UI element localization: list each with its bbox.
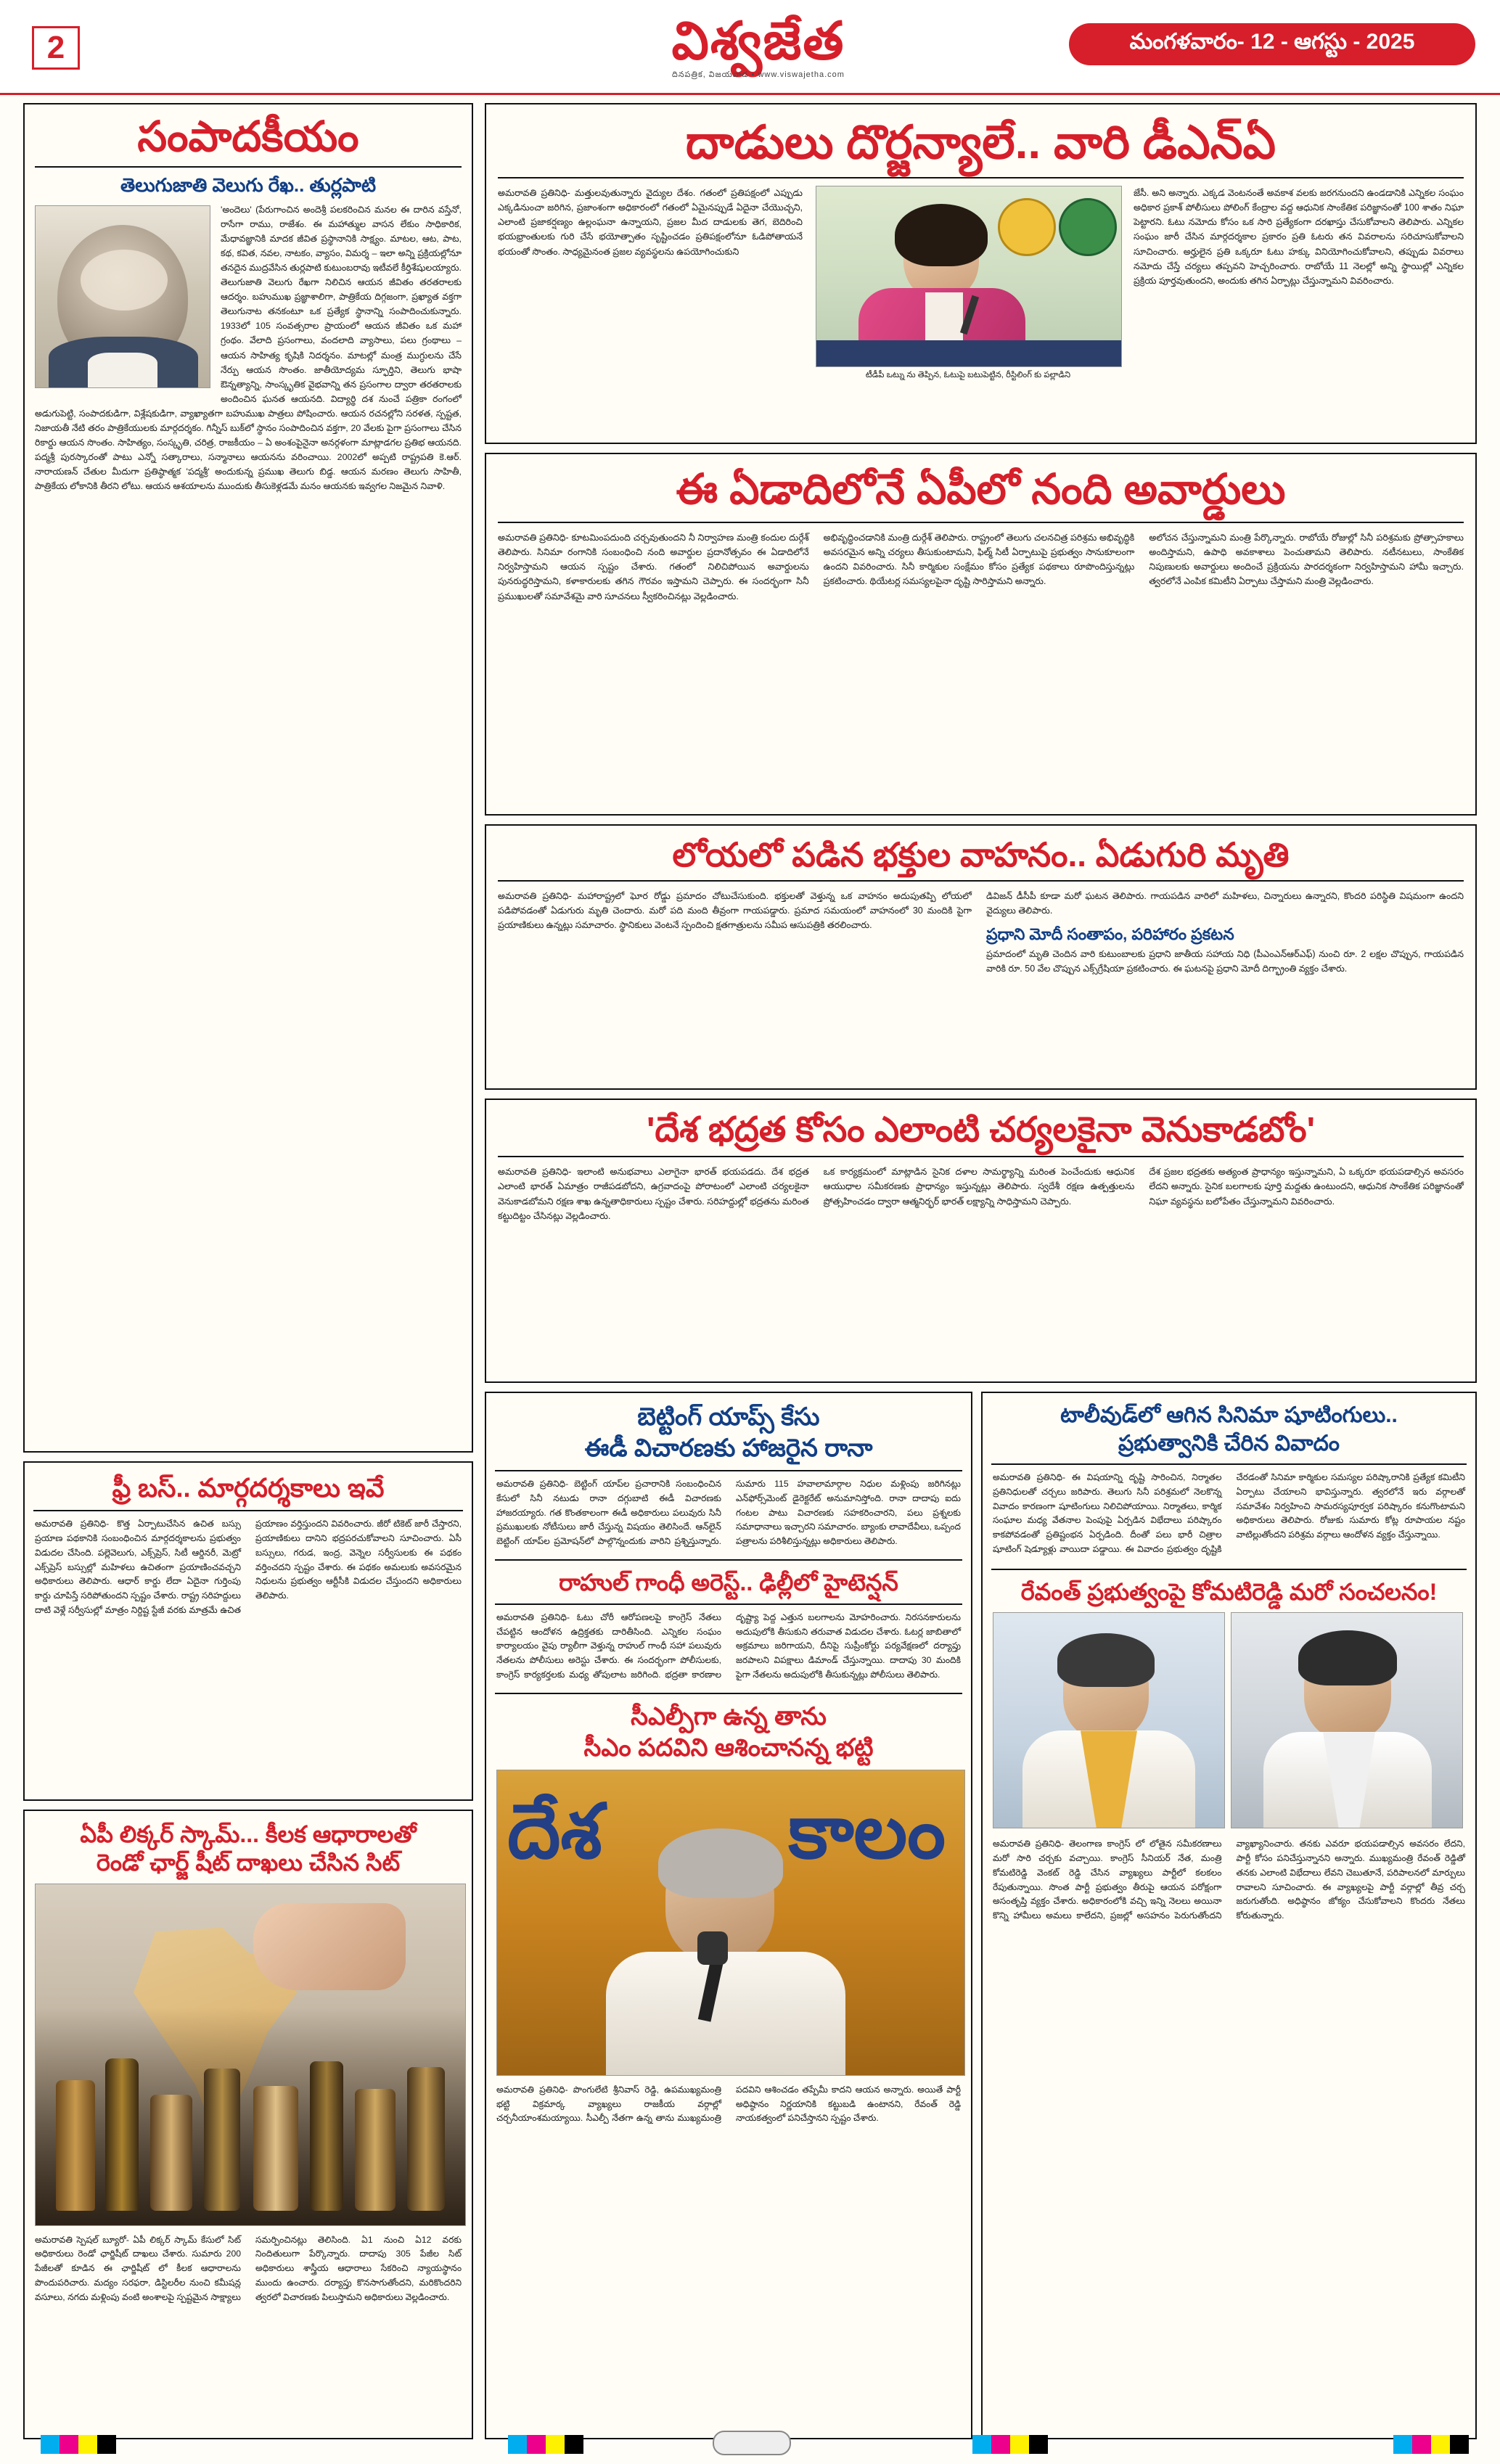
security-col3: దేశ ప్రజల భద్రతకు అత్యంత ప్రాధాన్యం ఇస్తున్నామని, ఏ ఒక్కరూ భయపడాల్సిన అవసరం లేదని అన్నారు. సైనిక బలగాలకు పూర్తి మద్దతు ఉంటుందని, ఆధునిక సాంకేతిక పరిజ్ఞానంతో నిఘా వ్యవస్థను బలోపేతం చేస్తున్నామని వివరించారు. bbox=[1149, 1167, 1464, 1207]
awards-headline: ఈ ఏడాదిలోనే ఏపీలో నంది అవార్డులు bbox=[676, 466, 1286, 513]
lead-col1: అమరావతి ప్రతినిధి- మత్తులవుతున్నారు వైద్యుల దేశం. గతంలో ప్రతిపక్షంలో ఎప్పుడు ఎక్కడినుంచా జరిగిన, ప్రజాంశంగా అధికారంలో గతంలో ఏమైనప్పుడే ఏదైనా చేయొచ్చని, ఎలాంటి ప్రజాకర్షణ్యం ఉల్లంఘనా ఉన్నాయని, ప్రజల మీద దాడులకు తెగ, బెదిరించి భయభ్రాంతులకు గురి చేసే భయోత్పాతం సృష్టించడం ప్రతిపక్షంలోనూ ఓడిపోతాయనే భయంతో సొంతం. సాధ్యమైనంత ప్రజల వ్యవస్థలను ఉపయోగించుకుని bbox=[498, 187, 803, 257]
registration-oval bbox=[713, 2431, 791, 2455]
lead-story-box bbox=[485, 103, 1477, 444]
newspaper-logo bbox=[639, 10, 878, 86]
logo-title: విశ్వజేత bbox=[671, 12, 845, 70]
valley-pm-subhead: ప్రధాని మోదీ సంతాపం, పరిహారం ప్రకటన bbox=[986, 925, 1234, 944]
color-bar-left bbox=[41, 2435, 116, 2454]
revanth-body: అమరావతి ప్రతినిధి- తెలంగాణ కాంగ్రెస్ లో లోతైన సమీకరణాలు మరో సారి చర్చకు వచ్చాయి. కాంగ్రెస్ సీనియర్ నేత, మంత్రి కోమటిరెడ్డి వెంకట్ రెడ్డి చేసిన వ్యాఖ్యలు పార్టీలో కలకలం రేపుతున్నాయి. సొంత పార్టీ ప్రభుత్వం తీరుపై ఆయన పరోక్షంగా అసంతృప్తి వ్యక్తం చేశారు. అధికారంలోకి వచ్చి ఇన్ని నెలలు అయినా కొన్ని హామీలు అమలు కాలేదని, ప్రజల్లో అసహనం పెరుగుతోందని వ్యాఖ్యానించారు. తనకు ఎవరూ భయపడాల్సిన అవసరం లేదని, పార్టీ కోసం పనిచేస్తున్నానని అన్నారు. ముఖ్యమంత్రి రేవంత్ రెడ్డితో తనకు ఎలాంటి విభేదాలు లేవని చెబుతూనే, పరిపాలనలో మార్పులు రావాలని సూచించారు. ఈ వ్యాఖ్యలపై పార్టీ వర్గాల్లో తీవ్ర చర్చ జరుగుతోంది. అధిష్ఠానం జోక్యం చేసుకోవాలని కొందరు నేతలు కోరుతున్నారు. bbox=[993, 1839, 1465, 1921]
editorial-title: సంపాదకీయం bbox=[137, 113, 359, 160]
liquor-headline-line1: ఏపీ లిక్కర్ స్కామ్... కీలక ఆధారాలతో bbox=[80, 1821, 417, 1847]
editorial-subtitle: తెలుగుజాతి వెలుగు రేఖ.. తుర్లపాటి bbox=[120, 173, 377, 196]
valley-col1: అమరావతి ప్రతినిధి- మహారాష్ట్రలో ఘోర రోడ్డు ప్రమాదం చోటుచేసుకుంది. భక్తులతో వెళ్తున్న ఒక వాహనం అదుపుతప్పి లోయలో పడిపోవడంతో ఏడుగురు మృతి చెందారు. మరో పది మంది తీవ్రంగా గాయపడ్డారు. ప్రమాద సమయంలో వాహనంలో 30 మందికి పైగా ప్రయాణికులు ఉన్నట్లు సమాచారం. స్థానికులు వెంటనే స్పందించి క్షతగాత్రులను సమీప ఆసుపత్రికి తరలించారు. bbox=[498, 890, 972, 931]
color-bar-right bbox=[1393, 2435, 1469, 2454]
editorial-portrait-photo bbox=[35, 205, 210, 388]
logo-subtitle: దినపత్రిక, విజయవాడ • www.viswajetha.com bbox=[672, 70, 845, 79]
awards-col2: అభివృద్ధించడానికి మంత్రి దుర్గేశ్ తెలిపారు. రాష్ట్రంలో తెలుగు చలనచిత్ర పరిశ్రమ అభివృద్ధికి అవసరమైన అన్ని చర్యలు తీసుకుంటామని, ఫిల్మ్ సిటీ ఏర్పాటుపై ప్రభుత్వం సానుకూలంగా ఉందని వివరించారు. సినీ కార్మికుల సంక్షేమం కోసం ప్రత్యేక పథకాలు రూపొందిస్తున్నట్లు ప్రకటించారు. థియేటర్ల సమస్యలపైనా దృష్టి సారిస్తామని అన్నారు. bbox=[823, 532, 1135, 587]
revanth-reddy-photo bbox=[1231, 1612, 1463, 1828]
color-bar-center-left bbox=[508, 2435, 583, 2454]
lead-photo-caption: టీడీపీ ఒట్ను ను తెప్పిన, ఓటుపై బటుపెట్టిన, రీస్టిలింగ్ కు పల్లాడిని bbox=[865, 370, 1071, 379]
liquor-scam-box bbox=[23, 1810, 473, 2439]
clp-headline-line1: సీఎల్పీగా ఉన్న తాను bbox=[631, 1702, 827, 1730]
middle-column-box bbox=[485, 1392, 972, 2439]
liquor-headline-line2: రెండో ఛార్జ్ షీట్ దాఖలు చేసిన సిట్ bbox=[96, 1849, 401, 1876]
rahul-headline: రాహుల్ గాంధీ అరెస్ట్.. ఢిల్లీలో హైటెన్షన్ bbox=[559, 1569, 898, 1596]
free-bus-body: అమరావతి ప్రతినిధి- కొత్త ఏర్పాటుచేసిన ఉచిత బస్సు ప్రయాణ పథకానికి సంబంధించిన మార్గదర్శకాలను ప్రభుత్వం విడుదల చేసింది. పల్లెవెలుగు, ఎక్స్‌ప్రెస్, సిటీ ఆర్డినరీ, మెట్రో ఎక్స్‌ప్రెస్ బస్సుల్లో మహిళలు ఉచితంగా ప్రయాణించవచ్చని అధికారులు తెలిపారు. ఆధార్ కార్డు లేదా ఏదైనా గుర్తింపు కార్డు చూపిస్తే సరిపోతుందని స్పష్టం చేశారు. రాష్ట్ర సరిహద్దులు దాటి వెళ్లే సర్వీసుల్లో మాత్రం నిర్దిష్ట స్టేజీ వరకు మాత్రమే ఉచిత ప్రయాణం వర్తిస్తుందని వివరించారు. జీరో టికెట్ జారీ చేస్తారని, ప్రయాణికులు దానిని భద్రపరచుకోవాలని సూచించారు. ఏసీ బస్సులు, గరుడ, ఇంద్ర, వెన్నెల సర్వీసులకు ఈ పథకం వర్తించదని స్పష్టం చేశారు. ఈ పథకం అమలుకు అవసరమైన నిధులను ప్రభుత్వం ఆర్టీసీకి విడుదల చేస్తుందని అధికారులు తెలిపారు. bbox=[35, 1519, 462, 1615]
free-bus-box bbox=[23, 1461, 473, 1801]
revanth-headline: రేవంత్ ప్రభుత్వంపై కోమటిరెడ్డి మరో సంచలనం! bbox=[1020, 1578, 1438, 1605]
rahul-body: అమరావతి ప్రతినిధి- ఓటు చోరీ ఆరోపణలపై కాంగ్రెస్ నేతలు చేపట్టిన ఆందోళన ఉద్రిక్తతకు దారితీసింది. ఎన్నికల సంఘం కార్యాలయం వైపు ర్యాలీగా వెళ్తున్న రాహుల్ గాంధీ సహా పలువురు నేతలను పోలీసులు అరెస్టు చేశారు. ఈ సందర్భంగా పోలీసులకు, కాంగ్రెస్ కార్యకర్తలకు మధ్య తోపులాట జరిగింది. భద్రతా కారణాల దృష్ట్యా పెద్ద ఎత్తున బలగాలను మోహరించారు. నిరసనకారులను అదుపులోకి తీసుకుని తరువాత విడుదల చేశారు. ఓటర్ల జాబితాలో అక్రమాలు జరిగాయని, దీనిపై సుప్రీంకోర్టు పర్యవేక్షణలో దర్యాప్తు జరపాలని విపక్షాలు డిమాండ్ చేస్తున్నాయి. దాదాపు 30 మందికి పైగా నేతలను అదుపులోకి తీసుకున్నట్లు పోలీసులు తెలిపారు. bbox=[496, 1611, 961, 1680]
valley-headline: లోయలో పడిన భక్తుల వాహనం.. ఏడుగురి మృతి bbox=[672, 836, 1290, 874]
national-security-box bbox=[485, 1098, 1477, 1383]
right-column-box bbox=[981, 1392, 1477, 2439]
lead-col3: జేసీ. అని అన్నారు. ఎక్కడ వెంటనంతే అవకాశ వలకు జరగనుందని ఉండడానికి ఎన్నికల సంఘం అధికార ప్రకాశ్ పోలీసులు పోలింగ్ కేంద్రాల వద్ద ఆధునిక సాంకేతిక పరిజ్ఞానంతో 100 శాతం నిఘా పెట్టారని. ఓటు నమోదు కోసం ఒక సారి ప్రత్యేకంగా దరఖాస్తు చేసుకోవాలని తెలిపారు. ఎన్నికల సంఘం జారీ చేసిన మార్గదర్శకాల ప్రకారం ప్రతి ఓటరు తన వివరాలను సరిచూసుకోవాలని సూచించారు. అర్హులైన ప్రతి ఒక్కరూ ఓటు హక్కు వినియోగించుకోవాలని, తప్పుడు వివరాలు నమోదు చేస్తే చర్యలు తప్పవని హెచ్చరించారు. రాబోయే 11 నెలల్లో అన్ని స్థాయిల్లో ఎన్నికల ప్రక్రియ పూర్తవుతుందని, అందుకు తగిన ఏర్పాట్లు చేస్తున్నామని వివరించారు. bbox=[1134, 187, 1464, 287]
komatireddy-photo bbox=[993, 1612, 1225, 1828]
date-badge: మంగళవారం- 12 - ఆగస్టు - 2025 bbox=[1069, 23, 1475, 65]
clp-body: అమరావతి ప్రతినిధి- పొంగులేటి శ్రీనివాస్ రెడ్డి, ఉపముఖ్యమంత్రి భట్టి విక్రమార్క వ్యాఖ్యలు రాజకీయ వర్గాల్లో చర్చనీయాంశమయ్యాయి. సీఎల్పీ నేతగా ఉన్న తాను ముఖ్యమంత్రి పదవిని ఆశించడం తప్పేమీ కాదని ఆయన అన్నారు. అయితే పార్టీ అధిష్ఠానం నిర్ణయానికి కట్టుబడి ఉంటానని, రేవంత్ రెడ్డి నాయకత్వంలో పనిచేస్తానని స్పష్టం చేశారు. bbox=[496, 2084, 961, 2124]
tollywood-headline-line2: ప్రభుత్వానికి చేరిన వివాదం bbox=[1118, 1431, 1340, 1455]
security-col1: అమరావతి ప్రతినిధి- ఇలాంటి అనుభవాలు ఎలాగైనా భారత్ భయపడదు. దేశ భద్రత ఎలాంటి భారత్ ఏమాత్రం రాజీపడబోదని, ఉగ్రవాదంపై పోరాటంలో ఎలాంటి చర్యలకైనా వెనుకాడబోమని రక్షణ శాఖ ఉన్నతాధికారులు స్పష్టం చేశారు. సరిహద్దుల్లో భద్రతను మరింత కట్టుదిట్టం చేసినట్లు వెల్లడించారు. bbox=[498, 1167, 809, 1221]
editorial-body: 'అందెలు' (పేరుగాంచిన అందెశ్రీ పలకరించిన మనల ఈ దారిన వస్తేనో, రాసేగా రాము, రాజేశం. ఈ మహాత్ముల వాసన లేకుం సాధికారిక, మేధావజ్ఞానికి మాదక జీవిత ప్రస్థానానికి సాక్ష్యం. మాటల, ఆట, పాట, కథ, కవిత, నవల, నాటకం, వ్యాసం, విమర్శ – ఇలా అన్ని ప్రక్రియల్లోనూ తనదైన ముద్రవేసిన తుర్లపాటి కుటుంబరావు ఇటీవలే కీర్తిశేషులయ్యారు. తెలుగుజాతి వెలుగు రేఖగా నిలిచిన ఆయన జీవితం తరతరాలకు ఆదర్శం. బహుముఖ ప్రజ్ఞాశాలిగా, పాత్రికేయ దిగ్గజంగా, ప్రఖ్యాత వక్తగా తెలుగునాట తనకంటూ ఒక ప్రత్యేక స్థానాన్ని సంపాదించుకున్నారు. 1933లో 105 సంవత్సరాల ప్రాయంలో ఆయన జీవితం ఒక మహా గ్రంథం. వేలాది ప్రసంగాలు, వందలాది వ్యాసాలు, పలు గ్రంథాలు – ఆయన సాహిత్య కృషికి నిదర్శనం. మాటల్లో మంత్ర ముగ్ధులను చేసే నేర్పు ఆయన సొంతం. జాతీయోద్యమ స్ఫూర్తిని, తెలుగు భాషా ఔన్నత్యాన్ని, సాంస్కృతిక వైభవాన్ని తన ప్రసంగాల ద్వారా తరతరాలకు అందించిన ఘనత ఆయనది. విద్యార్థి దశ నుంచే పత్రికా రంగంలో అడుగుపెట్టి, సంపాదకుడిగా, విశ్లేషకుడిగా, వ్యాఖ్యాతగా బహుముఖ పాత్రలు పోషించారు. ఆయన రచనల్లోని సరళత, స్పష్టత, నిజాయతీ నేటి తరం పాత్రికేయులకు మార్గదర్శకం. గిన్నీస్ బుక్‌లో స్థానం సంపాదించిన వక్తగా, 20 వేలకు పైగా ప్రసంగాలు చేసిన రికార్డు ఆయన సొంతం. సాహిత్యం, సంస్కృతి, చరిత్ర, రాజకీయం – ఏ అంశంపైనైనా అనర్గళంగా మాట్లాడగల ప్రతిభ ఆయనది. పద్మశ్రీ పురస్కారంతో పాటు ఎన్నో సత్కారాలు, సన్మానాలు ఆయనను వరించాయి. 2002లో అప్పటి రాష్ట్రపతి కె.ఆర్. నారాయణన్ చేతుల మీదుగా ప్రతిష్ఠాత్మక 'పద్మశ్రీ' అందుకున్న ప్రముఖ తెలుగు బిడ్డ. ఆయన మరణం తెలుగు సాహితీ, పాత్రికేయ లోకానికి తీరని లోటు. ఆయన ఆశయాలను ముందుకు తీసుకెళ్లడమే మనం ఆయనకు ఇవ్వగల నిజమైన నివాళి. bbox=[35, 204, 462, 492]
liquor-body: అమరావతి స్పెషల్ బ్యూరో- ఏపీ లిక్కర్ స్కామ్ కేసులో సిట్ అధికారులు రెండో ఛార్జిషీట్ దాఖలు చేశారు. సుమారు 200 పేజీలతో కూడిన ఈ ఛార్జిషీట్ లో కీలక ఆధారాలను పొందుపరిచారు. మద్యం సరఫరా, డిస్టిలరీల నుంచి కమీషన్ల వసూలు, నగదు మళ్లింపు వంటి అంశాలపై స్పష్టమైన సాక్ష్యాలు సమర్పించినట్లు తెలిసింది. ఏ1 నుంచి ఏ12 వరకు నిందితులుగా పేర్కొన్నారు. దాదాపు 305 పేజీల సిట్ అధికారులు శాస్త్రీయ ఆధారాలు సేకరించి న్యాయస్థానం ముందు ఉంచారు. దర్యాప్తు కొనసాగుతోందని, మరికొందరిని త్వరలో విచారణకు పిలుస్తామని అధికారులు వెల్లడించారు. bbox=[35, 2234, 462, 2302]
tollywood-body: అమరావతి ప్రతినిధి- ఈ విషయాన్ని దృష్టి సారించిన, నిర్మాతల ప్రతినిధులతో చర్చలు జరిపారు. తెలుగు సినీ పరిశ్రమలో నెలకొన్న వివాదం కారణంగా షూటింగులు నిలిచిపోయాయి. నిర్మాతలు, కార్మిక సంఘాల మధ్య వేతనాల పెంపుపై ఏర్పడిన విభేదాలు పరిష్కారం కాకపోవడంతో ప్రతిష్టంభన ఏర్పడింది. దీంతో పలు భారీ చిత్రాల షూటింగ్ షెడ్యూళ్లు వాయిదా పడ్డాయి. ఈ వివాదం ప్రభుత్వం దృష్టికి చేరడంతో సినిమా కార్మికుల సమస్యల పరిష్కారానికి ప్రత్యేక కమిటీని ఏర్పాటు చేయాలని భావిస్తున్నారు. త్వరలోనే ఇరు వర్గాలతో సమావేశం నిర్వహించి సామరస్యపూర్వక పరిష్కారం కనుగొంటామని అధికారులు తెలిపారు. రోజుకు సుమారు కోట్ల రూపాయల నష్టం వాటిల్లుతోందని పరిశ్రమ వర్గాలు ఆందోళన వ్యక్తం చేస్తున్నాయి. bbox=[993, 1472, 1465, 1554]
liquor-photo bbox=[35, 1884, 466, 2226]
valley-col2: డివిజన్ డీసీపీ కూడా మరో ఘటన తెలిపారు. గాయపడిన వారిలో మహిళలు, చిన్నారులు ఉన్నారని, కొందరి పరిస్థితి విషమంగా ఉందని వైద్యులు తెలిపారు. bbox=[986, 890, 1464, 916]
bhatti-photo: దేశ కాలం bbox=[496, 1770, 965, 2076]
clp-headline-line2: సీఎం పదవిని ఆశించానన్న భట్టి bbox=[583, 1733, 874, 1762]
betting-body: అమరావతి ప్రతినిధి- బెట్టింగ్ యాప్‌ల ప్రచారానికి సంబంధించిన కేసులో సినీ నటుడు రానా దగ్గుబాటి ఈడీ విచారణకు హాజరయ్యారు. గత కొంతకాలంగా ఈడీ అధికారులు పలువురు సినీ ప్రముఖులకు నోటీసులు జారీ చేస్తున్న విషయం తెలిసిందే. ఆన్‌లైన్ బెట్టింగ్ యాప్‌ల ప్రమోషన్‌లో పాల్గొన్నందుకు వారిని ప్రశ్నిస్తున్నారు. సుమారు 115 హవాలామార్గాల నిధుల మళ్లింపు జరిగినట్లు ఎన్‌ఫోర్స్‌మెంట్ డైరెక్టరేట్ అనుమానిస్తోంది. రానా దాదాపు ఐదు గంటల పాటు విచారణకు సహకరించారని, పలు ప్రశ్నలకు సమాధానాలు ఇచ్చారని సమాచారం. బ్యాంకు లావాదేవీలు, ఒప్పంద పత్రాలను పరిశీలిస్తున్నట్లు అధికారులు తెలిపారు. bbox=[496, 1479, 961, 1547]
page-number: 2 bbox=[32, 26, 80, 70]
tollywood-headline-line1: టాలీవుడ్‌లో ఆగిన సినిమా షూటింగులు.. bbox=[1060, 1403, 1398, 1427]
security-col2: ఒక కార్యక్రమంలో మాట్లాడిన సైనిక దళాల సామర్థ్యాన్ని మరింత పెంచేందుకు ఆధునిక ఆయుధాల సమీకరణకు ప్రాధాన్యం ఇస్తున్నట్లు తెలిపారు. స్వదేశీ రక్షణ ఉత్పత్తులను ప్రోత్సహించడం ద్వారా ఆత్మనిర్భర్ భారత్ లక్ష్యాన్ని సాధిస్తామని చెప్పారు. bbox=[823, 1167, 1135, 1207]
nandi-awards-box bbox=[485, 453, 1477, 816]
betting-headline-line1: బెట్టింగ్ యాప్స్ కేసు bbox=[637, 1403, 820, 1431]
betting-headline-line2: ఈడీ విచారణకు హాజరైన రానా bbox=[584, 1434, 873, 1463]
lead-headline: దాడులు దొర్జన్యాలే.. వారి డీఎన్‌ఏ bbox=[685, 116, 1276, 168]
lead-speaker-photo bbox=[816, 186, 1122, 367]
free-bus-headline: ఫ్రీ బస్.. మార్గదర్శకాలు ఇవే bbox=[112, 1473, 385, 1503]
revanth-photo-pair bbox=[993, 1612, 1465, 1828]
awards-col3: అలోచన చేస్తున్నామని మంత్రి పేర్కొన్నారు. రాబోయే రోజుల్లో సినీ పరిశ్రమకు ప్రోత్సాహకాలు అందిస్తామని, ఉపాధి అవకాశాలు పెంచుతామని తెలిపారు. నటీనటులు, సాంకేతిక నిపుణులకు అవార్డులు అందించే ప్రక్రియను పారదర్శకంగా నిర్వహిస్తామని హామీ ఇచ్చారు. త్వరలోనే ఎంపిక కమిటీని ఏర్పాటు చేస్తామని మంత్రి వెల్లడించారు. bbox=[1149, 532, 1464, 587]
editorial-box bbox=[23, 103, 473, 1453]
masthead bbox=[0, 0, 1500, 95]
valley-col2b: ప్రమాదంలో మృతి చెందిన వారి కుటుంబాలకు ప్రధాని జాతీయ సహాయ నిధి (పీఎంఎన్ఆర్ఎఫ్) నుంచి రూ. 2 లక్షల చొప్పున, గాయపడిన వారికి రూ. 50 వేల చొప్పున ఎక్స్‌గ్రేషియా ప్రకటించారు. ఈ ఘటనపై ప్రధాని మోదీ దిగ్భ్రాంతి వ్యక్తం చేశారు. bbox=[986, 948, 1464, 974]
security-headline: 'దేశ భద్రత కోసం ఎలాంటి చర్యలకైనా వెనుకాడబోం' bbox=[646, 1111, 1316, 1149]
awards-col1: అమరావతి ప్రతినిధి- కూటమింపదుంది చర్చవుతుందని నీ నిర్వాహణ మంత్రి కందుల దుర్గేశ్ తెలిపారు. సినిమా రంగానికి సంబంధించి నంది అవార్డుల ప్రదానోత్సవం ఈ ఏడాదిలోనే నిర్వహిస్తామని ఆయన స్పష్టం చేశారు. గతంలో నిలిచిపోయిన అవార్డులను పునరుద్ధరిస్తామని, కళాకారులకు తగిన గౌరవం ఇస్తామని చెప్పారు. ఈ సందర్భంగా సినీ ప్రముఖులతో సమావేశమై వారి సూచనలు స్వీకరించినట్లు వెల్లడించారు. bbox=[498, 532, 809, 601]
valley-accident-box bbox=[485, 824, 1477, 1090]
color-bar-center-right bbox=[972, 2435, 1048, 2454]
